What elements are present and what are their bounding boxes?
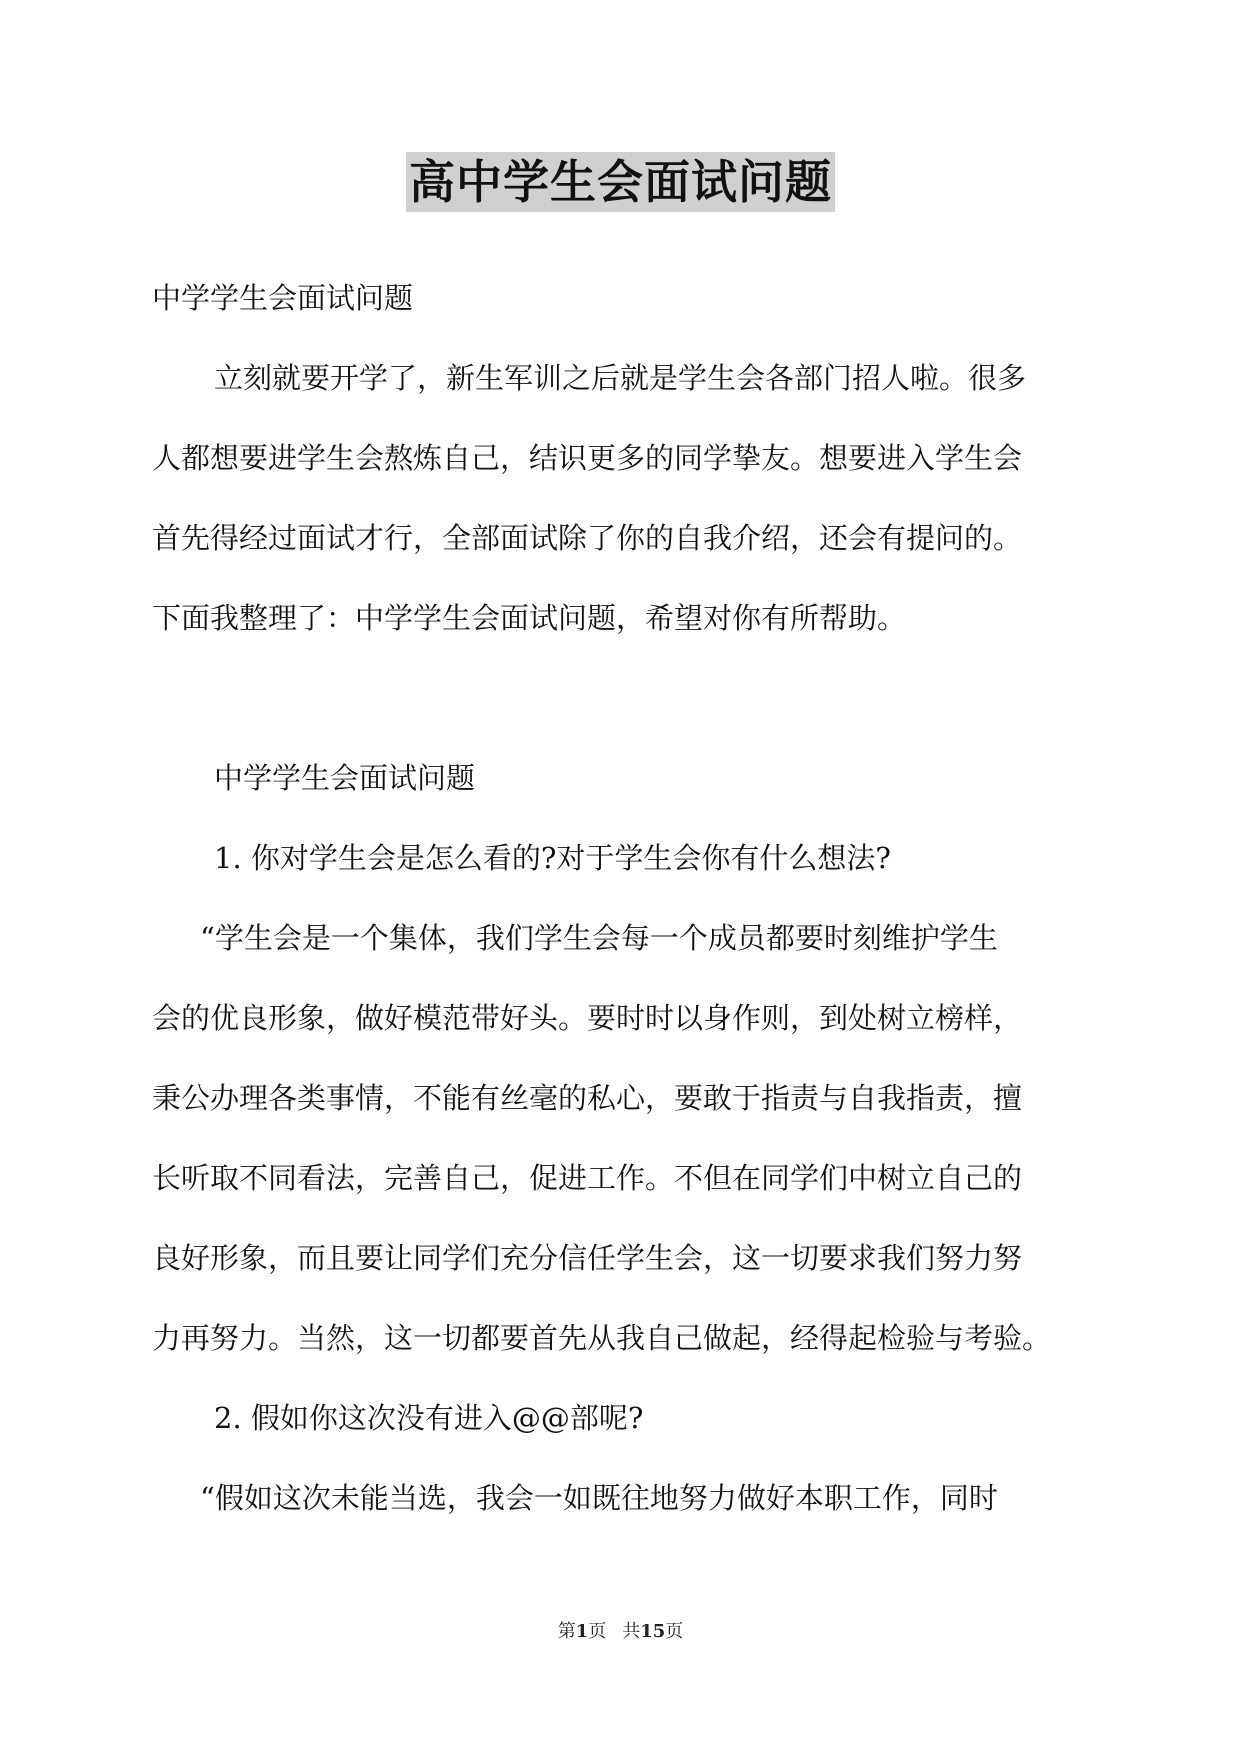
paragraph-line: 立刻就要开学了，新生军训之后就是学生会各部门招人啦。很多 — [214, 361, 1027, 395]
footer-total-pages: 15 — [640, 1621, 666, 1642]
title-wrapper — [0, 152, 1241, 212]
document-title: 高中学生会面试问题 — [406, 152, 835, 212]
paragraph-line: 首先得经过面试才行，全部面试除了你的自我介绍，还会有提问的。 — [152, 521, 1023, 555]
answer-line: 力再努力。当然，这一切都要首先从我自己做起，经得起检验与考验。 — [152, 1321, 1052, 1355]
paragraph-gap — [152, 658, 1112, 738]
section-heading: 中学学生会面试问题 — [152, 281, 414, 315]
question-line: 2. 假如你这次没有进入@@部呢? — [214, 1401, 644, 1435]
document-body — [152, 258, 1112, 1538]
section-heading: 中学学生会面试问题 — [214, 761, 476, 795]
footer-total-prefix: 共 — [622, 1621, 641, 1642]
footer-page-suffix: 页 — [588, 1621, 607, 1642]
paragraph-line: 下面我整理了：中学学生会面试问题，希望对你有所帮助。 — [152, 601, 907, 635]
answer-line: “假如这次未能当选，我会一如既往地努力做好本职工作，同时 — [200, 1481, 998, 1515]
answer-line: 秉公办理各类事情，不能有丝毫的私心，要敢于指责与自我指责，擅 — [152, 1081, 1023, 1115]
paragraph-line: 人都想要进学生会熬炼自己，结识更多的同学挚友。想要进入学生会 — [152, 441, 1023, 475]
footer-total-suffix: 页 — [665, 1621, 684, 1642]
question-line: 1. 你对学生会是怎么看的?对于学生会你有什么想法? — [214, 841, 891, 875]
footer-page-prefix: 第 — [557, 1621, 576, 1642]
answer-line: 长听取不同看法，完善自己，促进工作。不但在同学们中树立自己的 — [152, 1161, 1023, 1195]
answer-line: 良好形象，而且要让同学们充分信任学生会，这一切要求我们努力努 — [152, 1241, 1023, 1275]
footer-page-number: 1 — [575, 1621, 589, 1642]
answer-line: “学生会是一个集体，我们学生会每一个成员都要时刻维护学生 — [200, 921, 998, 955]
page-footer — [0, 1617, 1241, 1643]
answer-line: 会的优良形象，做好模范带好头。要时时以身作则，到处树立榜样， — [152, 1001, 1023, 1035]
